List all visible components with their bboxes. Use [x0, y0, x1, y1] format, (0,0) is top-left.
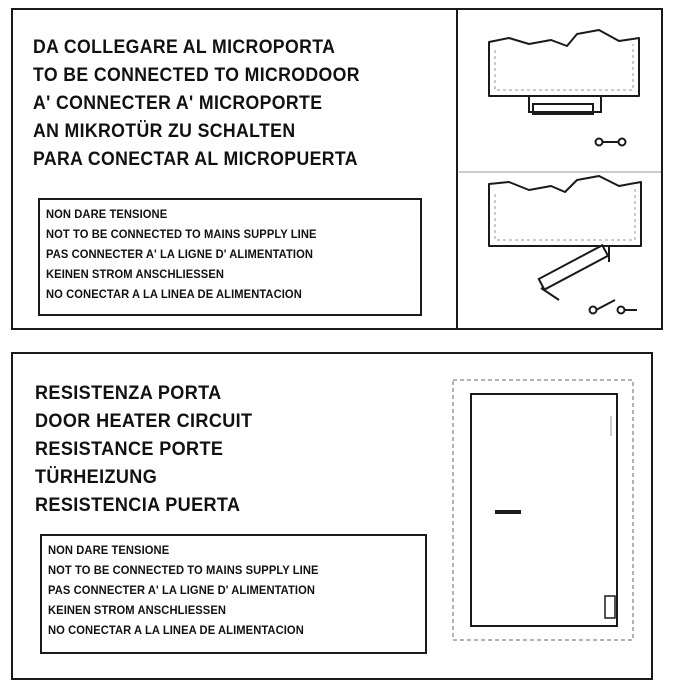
door-heater-warning-de: KEINEN STROM ANSCHLIESSEN: [48, 603, 227, 617]
microdoor-heading-it: DA COLLEGARE AL MICROPORTA: [33, 37, 336, 58]
door-handle-icon: [495, 510, 521, 514]
door-icon: [471, 394, 617, 626]
microdoor-heading-fr: A' CONNECTER A' MICROPORTE: [33, 93, 323, 114]
door-heater-warning-it: NON DARE TENSIONE: [48, 543, 170, 557]
microdoor-warning-fr: PAS CONNECTER A' LA LIGNE D' ALIMENTATION: [46, 247, 314, 261]
door-heater-heading-fr: RESISTANCE PORTE: [35, 439, 224, 460]
panel-divider: [456, 10, 458, 328]
door-heater-label-panel: [11, 352, 653, 680]
door-heater-heading-en: DOOR HEATER CIRCUIT: [35, 411, 253, 432]
microdoor-warning-it: NON DARE TENSIONE: [46, 207, 168, 221]
microdoor-warning-es: NO CONECTAR A LA LINEA DE ALIMENTACION: [46, 287, 302, 301]
switch-open-icon: [590, 300, 638, 314]
microdoor-warning-box: [38, 198, 422, 316]
door-diagram: [449, 376, 637, 644]
door-heater-heading-lines: [35, 380, 252, 520]
compartment-closed-illustration: [489, 30, 639, 114]
door-heater-warning-box: [40, 534, 427, 654]
microdoor-heading-de: AN MIKROTÜR ZU SCHALTEN: [33, 121, 296, 142]
microdoor-diagram: [459, 10, 661, 328]
compartment-open-illustration: [489, 176, 641, 300]
door-heater-heading-es: RESISTENCIA PUERTA: [35, 495, 241, 516]
microdoor-heading-lines: [33, 34, 360, 174]
switch-closed-icon: [596, 139, 626, 146]
door-heater-warning-en: NOT TO BE CONNECTED TO MAINS SUPPLY LINE: [48, 563, 319, 577]
microdoor-warning-de: KEINEN STROM ANSCHLIESSEN: [46, 267, 225, 281]
microdoor-heading-es: PARA CONECTAR AL MICROPUERTA: [33, 149, 358, 170]
microdoor-label-panel: [11, 8, 663, 330]
microdoor-warning-en: NOT TO BE CONNECTED TO MAINS SUPPLY LINE: [46, 227, 317, 241]
microdoor-heading-en: TO BE CONNECTED TO MICRODOOR: [33, 65, 360, 86]
door-heater-heading-it: RESISTENZA PORTA: [35, 383, 222, 404]
door-heater-heading-de: TÜRHEIZUNG: [35, 467, 158, 488]
door-heater-warning-es: NO CONECTAR A LA LINEA DE ALIMENTACION: [48, 623, 304, 637]
door-heater-warning-fr: PAS CONNECTER A' LA LIGNE D' ALIMENTATION: [48, 583, 316, 597]
